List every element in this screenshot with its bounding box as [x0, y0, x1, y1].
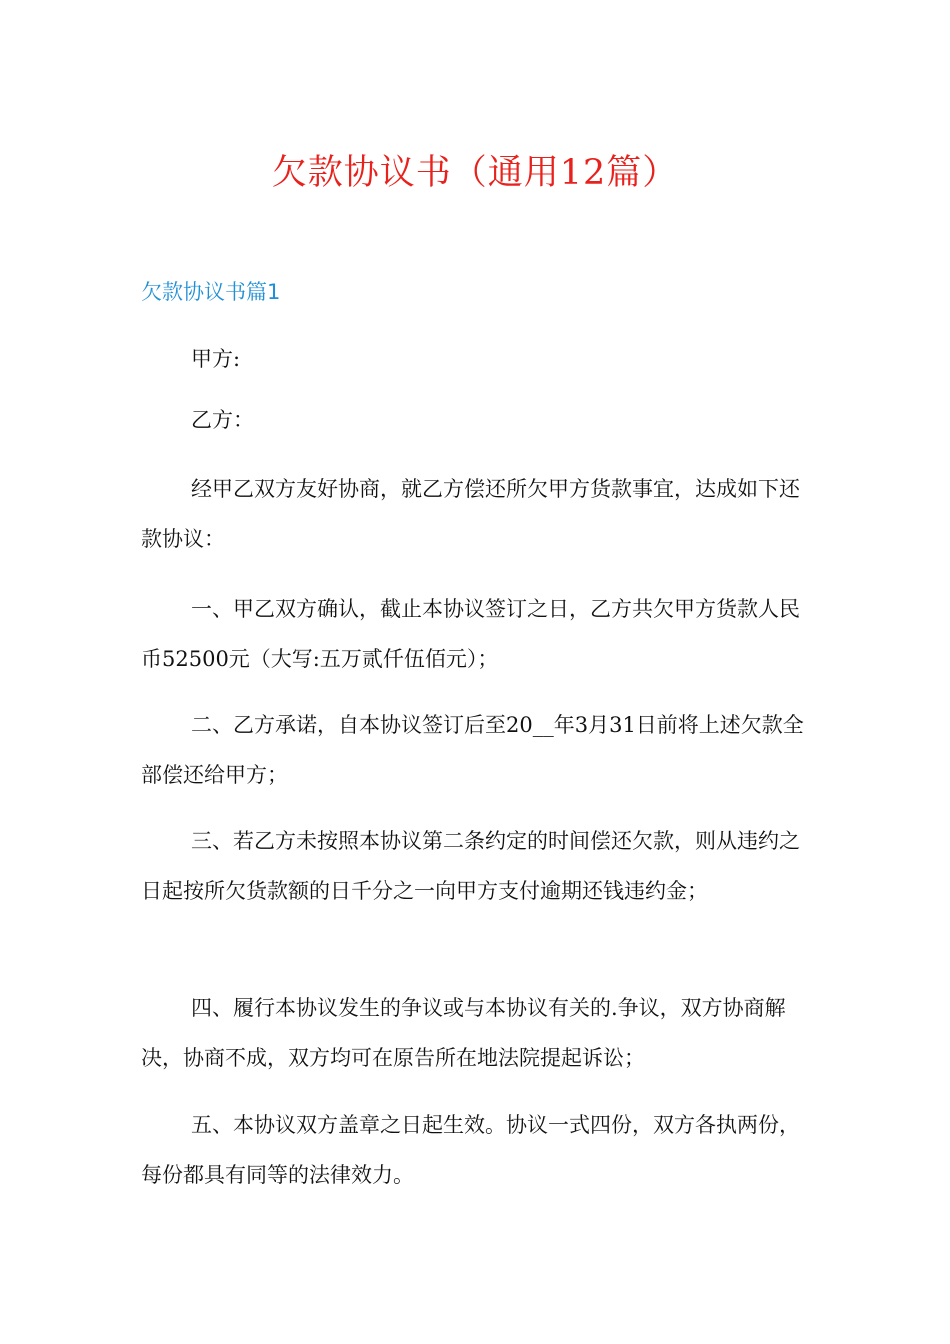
clause-3: 三、若乙方未按照本协议第二条约定的时间偿还欠款，则从违约之日起按所欠货款额的日千分之一向甲方支付逾期还钱违约金； — [141, 829, 800, 903]
section-heading: 欠款协议书篇1 — [141, 280, 281, 304]
clause-1: 一、甲乙双方确认，截止本协议签订之日，乙方共欠甲方货款人民币52500元（大写:五万贰仟伍佰元）； — [141, 597, 800, 671]
document-title: 欠款协议书（通用12篇） — [271, 153, 679, 193]
clause-2: 二、乙方承诺，自本协议签订后至20__年3月31日前将上述欠款全部偿还给甲方； — [141, 713, 804, 787]
clause-4: 四、履行本协议发生的争议或与本协议有关的.争议，双方协商解决，协商不成，双方均可在原告所在地法院提起诉讼； — [141, 996, 786, 1070]
intro-paragraph: 经甲乙双方友好协商，就乙方偿还所欠甲方货款事宜，达成如下还款协议： — [141, 477, 800, 551]
clause-5: 五、本协议双方盖章之日起生效。协议一式四份，双方各执两份，每份都具有同等的法律效力。 — [141, 1113, 800, 1187]
party-a-line: 甲方: — [191, 347, 241, 371]
party-b-line: 乙方： — [191, 408, 254, 432]
